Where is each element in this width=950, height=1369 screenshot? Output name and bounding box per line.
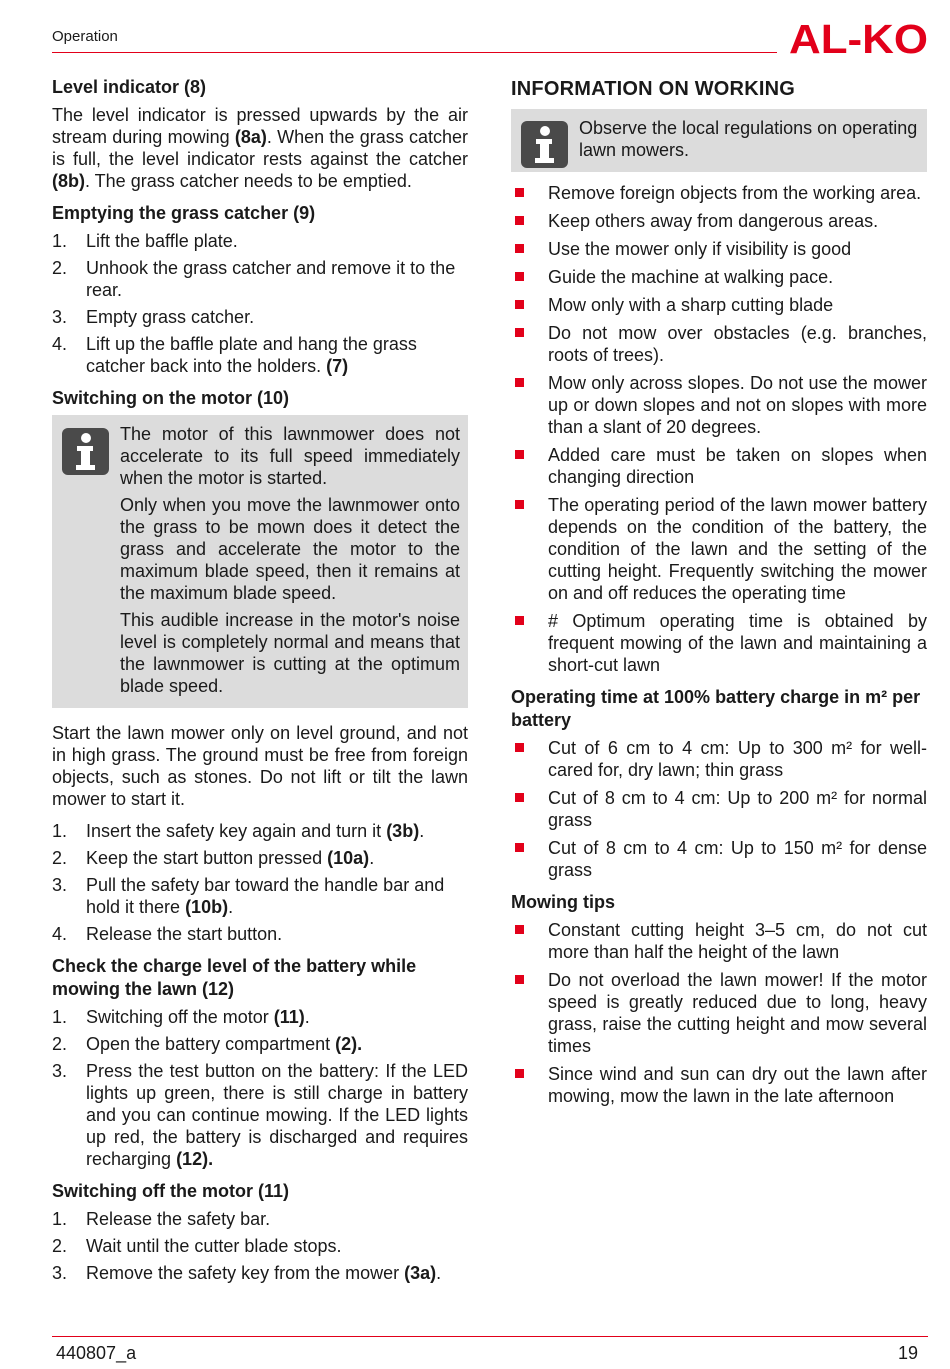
list-item: Mow only with a sharp cutting blade [511, 294, 927, 316]
operating-time-heading: Operating time at 100% battery charge in m² per battery [511, 687, 921, 730]
level-indicator-heading: Level indicator (8) [52, 77, 207, 97]
list-item: Added care must be taken on slopes when changing direction [511, 444, 927, 488]
right-column [511, 76, 927, 1117]
list-item: 3. Pull the safety bar toward the handle bar and hold it there (10b). [52, 875, 445, 917]
alko-logo-text: AL-KO [789, 18, 928, 58]
bullet-square-icon [515, 188, 524, 197]
bullet-square-icon [515, 925, 524, 934]
list-item: 1. Switching off the motor (11). [52, 1007, 310, 1027]
motor-info-paragraph: The motor of this lawnmower does not accelerate to its full speed immediately when the motor is started. [120, 424, 460, 488]
info-icon [521, 121, 568, 168]
start-steps [52, 820, 468, 945]
mowing-tips-list [511, 919, 927, 1107]
list-item: 4. Lift up the baffle plate and hang the grass catcher back into the holders. (7) [52, 334, 417, 376]
charge-heading: Check the charge level of the battery while mowing the lawn (12) [52, 956, 417, 999]
motor-info-paragraph: This audible increase in the motor's noise level is completely normal and means that the lawnmower is cutting at the optimum blade speed. [120, 610, 460, 696]
bullet-square-icon [515, 450, 524, 459]
list-item: # Optimum operating time is obtained by frequent mowing of the lawn and maintaining a short-cut lawn [511, 610, 927, 676]
bullet-square-icon [515, 975, 524, 984]
bullet-square-icon [515, 216, 524, 225]
list-item: Cut of 8 cm to 4 cm: Up to 200 m² for normal grass [511, 787, 927, 831]
bullet-square-icon [515, 378, 524, 387]
list-item: 1. Release the safety bar. [52, 1209, 271, 1229]
bullet-square-icon [515, 244, 524, 253]
list-item: 2. Open the battery compartment (2). [52, 1034, 363, 1054]
motor-info-box [52, 415, 468, 708]
bullet-square-icon [515, 328, 524, 337]
bullet-square-icon [515, 793, 524, 802]
emptying-steps [52, 230, 468, 377]
list-item: Cut of 8 cm to 4 cm: Up to 150 m² for dense grass [511, 837, 927, 881]
information-on-working-heading: INFORMATION ON WORKING [511, 78, 795, 100]
level-indicator-text: The level indicator is pressed upwards by the air stream during mowing (8a). When the grass catcher is full, the level indicator rests against the catcher (8b). The grass catcher needs to be emptied. [52, 105, 469, 191]
bullet-square-icon [515, 616, 524, 625]
document-number: 440807_a [56, 1343, 137, 1363]
working-info-list [511, 182, 927, 676]
list-item: Keep others away from dangerous areas. [511, 210, 927, 232]
list-item: Remove foreign objects from the working area. [511, 182, 927, 204]
bullet-square-icon [515, 272, 524, 281]
list-item: 2. Keep the start button pressed (10a). [52, 848, 375, 868]
bullet-square-icon [515, 300, 524, 309]
list-item: 1. Insert the safety key again and turn it (3b). [52, 821, 425, 841]
header-section-label: Operation [52, 28, 118, 45]
operating-time-list [511, 737, 927, 881]
start-intro-text: Start the lawn mower only on level ground, and not in high grass. The ground must be free from foreign objects, such as stones. Do not lift or tilt the lawn mower to start it. [52, 723, 468, 809]
left-column [52, 76, 468, 1294]
switching-off-steps [52, 1208, 468, 1284]
footer-divider [52, 1336, 928, 1337]
switching-off-heading: Switching off the motor (11) [52, 1181, 289, 1201]
bullet-square-icon [515, 743, 524, 752]
list-item: 3. Press the test button on the battery: If the LED lights up green, there is still charge in battery and you can continue mowing. If the LED lights up red, the battery is discharged and requires recharging (12). [52, 1061, 468, 1169]
list-item: Do not overload the lawn mower! If the motor speed is greatly reduced due to long, heavy grass, raise the cutting height and mow several times [511, 969, 927, 1057]
motor-info-paragraph: Only when you move the lawnmower onto the grass to be mown does it detect the grass and accelerate the motor to the maximum blade speed, then it remains at the maximum blade speed. [120, 495, 460, 603]
charge-steps [52, 1006, 468, 1170]
bullet-square-icon [515, 843, 524, 852]
list-item: 2. Unhook the grass catcher and remove it to the rear. [52, 258, 456, 300]
bullet-square-icon [515, 500, 524, 509]
switching-on-heading: Switching on the motor (10) [52, 388, 289, 408]
list-item: 4. Release the start button. [52, 924, 283, 944]
mowing-tips-heading: Mowing tips [511, 892, 615, 912]
emptying-heading: Emptying the grass catcher (9) [52, 203, 316, 223]
page-number: 19 [897, 1343, 918, 1363]
list-item: Guide the machine at walking pace. [511, 266, 927, 288]
list-item: 2. Wait until the cutter blade stops. [52, 1236, 342, 1256]
regulations-info-box [511, 109, 927, 172]
bullet-square-icon [515, 1069, 524, 1078]
list-item: Since wind and sun can dry out the lawn after mowing, mow the lawn in the late afternoon [511, 1063, 927, 1107]
list-item: Constant cutting height 3–5 cm, do not cut more than half the height of the lawn [511, 919, 927, 963]
list-item: 3. Remove the safety key from the mower (3a). [52, 1263, 442, 1283]
alko-logo [789, 18, 929, 58]
regulations-info-text: Observe the local regulations on operating lawn mowers. [579, 118, 918, 160]
list-item: 3. Empty grass catcher. [52, 307, 255, 327]
header-divider [52, 52, 777, 53]
list-item: Cut of 6 cm to 4 cm: Up to 300 m² for well-cared for, dry lawn; thin grass [511, 737, 927, 781]
list-item: 1. Lift the baffle plate. [52, 231, 238, 251]
list-item: The operating period of the lawn mower battery depends on the condition of the battery, the condition of the lawn and the setting of the cutting height. Frequently switching the mower on and off reduces the operating time [511, 494, 927, 604]
info-icon [62, 428, 109, 475]
list-item: Do not mow over obstacles (e.g. branches, roots of trees). [511, 322, 927, 366]
list-item: Use the mower only if visibility is good [511, 238, 927, 260]
list-item: Mow only across slopes. Do not use the mower up or down slopes and not on slopes with more than a slant of 20 degrees. [511, 372, 927, 438]
